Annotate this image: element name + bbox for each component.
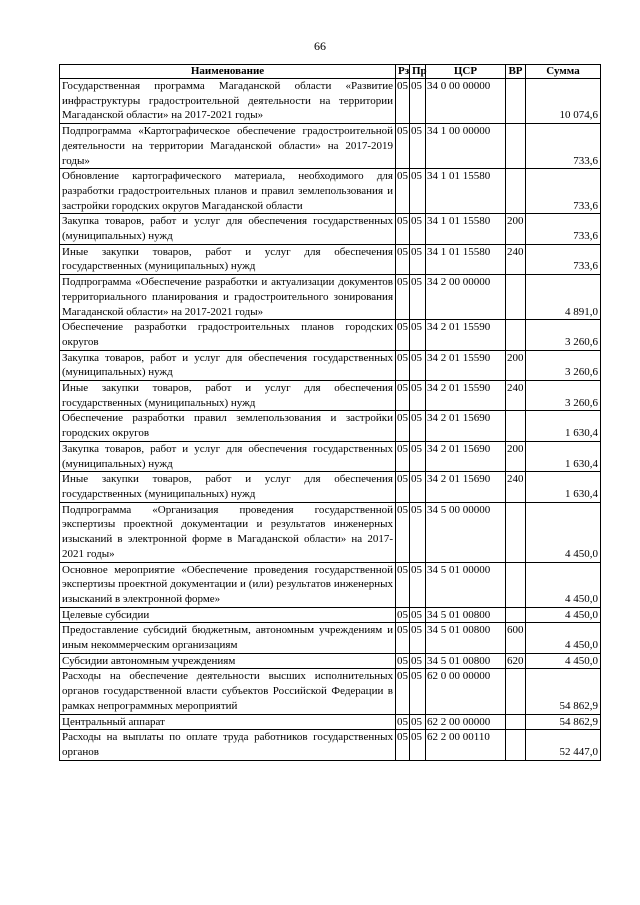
- cell-vr: 240: [506, 381, 526, 411]
- cell-name: Подпрограмма «Обеспечение разработки и актуализации документов территориального планирования и градостроительного зонирования Магаданской области» на 2017-2021 годы»: [60, 275, 396, 320]
- table-row: [60, 214, 601, 244]
- cell-pr: 05: [410, 653, 426, 669]
- cell-pr: 05: [410, 79, 426, 124]
- cell-csr: 34 0 00 00000: [426, 79, 506, 124]
- cell-sum: 1 630,4: [526, 441, 601, 471]
- table-row: [60, 607, 601, 623]
- table-row: [60, 502, 601, 562]
- cell-pr: 05: [410, 669, 426, 714]
- header-name: Наименование: [60, 65, 396, 79]
- table-row: [60, 714, 601, 730]
- cell-pr: 05: [410, 607, 426, 623]
- cell-name: Иные закупки товаров, работ и услуг для обеспечения государственных (муниципальных) нужд: [60, 472, 396, 502]
- cell-rz: 05: [396, 214, 410, 244]
- table-row: [60, 79, 601, 124]
- cell-name: Центральный аппарат: [60, 714, 396, 730]
- cell-csr: 34 2 00 00000: [426, 275, 506, 320]
- cell-sum: 3 260,6: [526, 320, 601, 350]
- cell-csr: 34 5 01 00800: [426, 653, 506, 669]
- cell-vr: 240: [506, 244, 526, 274]
- cell-vr: 240: [506, 472, 526, 502]
- cell-sum: 4 450,0: [526, 562, 601, 607]
- cell-sum: 4 450,0: [526, 502, 601, 562]
- cell-sum: 1 630,4: [526, 472, 601, 502]
- cell-vr: [506, 79, 526, 124]
- cell-rz: 05: [396, 623, 410, 653]
- cell-pr: 05: [410, 214, 426, 244]
- cell-pr: 05: [410, 623, 426, 653]
- cell-name: Подпрограмма «Картографическое обеспечение градостроительной деятельности на территории Магаданской области» на 2017-2019 годы»: [60, 124, 396, 169]
- cell-vr: 200: [506, 350, 526, 380]
- cell-name: Иные закупки товаров, работ и услуг для обеспечения государственных (муниципальных) нужд: [60, 244, 396, 274]
- cell-rz: 05: [396, 607, 410, 623]
- cell-sum: 54 862,9: [526, 669, 601, 714]
- cell-name: Расходы на выплаты по оплате труда работников государственных органов: [60, 730, 396, 760]
- table-row: [60, 653, 601, 669]
- cell-name: Обеспечение разработки градостроительных планов городских округов: [60, 320, 396, 350]
- cell-name: Субсидии автономным учреждениям: [60, 653, 396, 669]
- cell-pr: 05: [410, 169, 426, 214]
- cell-name: Обновление картографического материала, необходимого для разработки градостроительных планов и правил землепользования и застройки городских округов Магаданской области: [60, 169, 396, 214]
- table-row: [60, 244, 601, 274]
- cell-csr: 34 1 01 15580: [426, 214, 506, 244]
- cell-rz: 05: [396, 411, 410, 441]
- cell-rz: 05: [396, 275, 410, 320]
- cell-vr: [506, 320, 526, 350]
- cell-sum: 733,6: [526, 214, 601, 244]
- cell-csr: 34 2 01 15590: [426, 350, 506, 380]
- cell-vr: [506, 124, 526, 169]
- cell-vr: [506, 669, 526, 714]
- cell-rz: 05: [396, 441, 410, 471]
- header-vr: ВР: [506, 65, 526, 79]
- table-row: [60, 169, 601, 214]
- cell-name: Закупка товаров, работ и услуг для обеспечения государственных (муниципальных) нужд: [60, 214, 396, 244]
- cell-pr: 05: [410, 275, 426, 320]
- cell-csr: 34 1 01 15580: [426, 244, 506, 274]
- header-sum: Сумма: [526, 65, 601, 79]
- cell-vr: [506, 411, 526, 441]
- table-row: [60, 472, 601, 502]
- cell-csr: 62 0 00 00000: [426, 669, 506, 714]
- table-row: [60, 411, 601, 441]
- table-row: [60, 730, 601, 760]
- cell-sum: 733,6: [526, 244, 601, 274]
- cell-rz: 05: [396, 669, 410, 714]
- cell-sum: 54 862,9: [526, 714, 601, 730]
- header-pr: Пр: [410, 65, 426, 79]
- cell-name: Основное мероприятие «Обеспечение проведения государственной экспертизы проектной документации и (или) результатов инженерных изысканий в электронной форме»: [60, 562, 396, 607]
- cell-sum: 4 891,0: [526, 275, 601, 320]
- cell-vr: [506, 169, 526, 214]
- cell-rz: 05: [396, 381, 410, 411]
- cell-pr: 05: [410, 730, 426, 760]
- cell-vr: 620: [506, 653, 526, 669]
- table-header-row: [60, 65, 601, 79]
- cell-csr: 62 2 00 00110: [426, 730, 506, 760]
- cell-csr: 34 2 01 15690: [426, 441, 506, 471]
- cell-csr: 34 5 01 00800: [426, 607, 506, 623]
- cell-pr: 05: [410, 502, 426, 562]
- cell-vr: [506, 502, 526, 562]
- cell-pr: 05: [410, 441, 426, 471]
- page-number: 66: [314, 39, 326, 53]
- cell-name: Предоставление субсидий бюджетным, автономным учреждениям и иным некоммерческим организациям: [60, 623, 396, 653]
- cell-pr: 05: [410, 714, 426, 730]
- cell-name: Обеспечение разработки правил землепользования и застройки городских округов: [60, 411, 396, 441]
- cell-pr: 05: [410, 124, 426, 169]
- cell-csr: 34 2 01 15690: [426, 472, 506, 502]
- cell-vr: [506, 607, 526, 623]
- cell-sum: 4 450,0: [526, 653, 601, 669]
- cell-sum: 3 260,6: [526, 381, 601, 411]
- cell-rz: 05: [396, 124, 410, 169]
- cell-vr: [506, 730, 526, 760]
- cell-csr: 34 5 01 00800: [426, 623, 506, 653]
- cell-vr: [506, 714, 526, 730]
- cell-pr: 05: [410, 472, 426, 502]
- cell-name: Государственная программа Магаданской области «Развитие инфраструктуры градостроительной деятельности на территории Магаданской области» на 2017-2021 годы»: [60, 79, 396, 124]
- cell-vr: 200: [506, 214, 526, 244]
- cell-vr: [506, 275, 526, 320]
- cell-rz: 05: [396, 502, 410, 562]
- cell-sum: 10 074,6: [526, 79, 601, 124]
- cell-pr: 05: [410, 562, 426, 607]
- cell-name: Закупка товаров, работ и услуг для обеспечения государственных (муниципальных) нужд: [60, 441, 396, 471]
- cell-csr: 34 5 01 00000: [426, 562, 506, 607]
- cell-csr: 34 2 01 15590: [426, 320, 506, 350]
- table-row: [60, 124, 601, 169]
- header-csr: ЦСР: [426, 65, 506, 79]
- cell-sum: 4 450,0: [526, 623, 601, 653]
- cell-pr: 05: [410, 411, 426, 441]
- cell-csr: 34 1 01 15580: [426, 169, 506, 214]
- cell-csr: 34 2 01 15590: [426, 381, 506, 411]
- header-rz: Рз: [396, 65, 410, 79]
- cell-pr: 05: [410, 320, 426, 350]
- cell-rz: 05: [396, 320, 410, 350]
- cell-pr: 05: [410, 350, 426, 380]
- cell-vr: 200: [506, 441, 526, 471]
- cell-csr: 34 5 00 00000: [426, 502, 506, 562]
- cell-rz: 05: [396, 562, 410, 607]
- cell-csr: 34 2 01 15690: [426, 411, 506, 441]
- cell-sum: 52 447,0: [526, 730, 601, 760]
- table-row: [60, 623, 601, 653]
- cell-rz: 05: [396, 730, 410, 760]
- cell-pr: 05: [410, 381, 426, 411]
- cell-rz: 05: [396, 653, 410, 669]
- table-row: [60, 350, 601, 380]
- cell-pr: 05: [410, 244, 426, 274]
- cell-csr: 62 2 00 00000: [426, 714, 506, 730]
- cell-vr: 600: [506, 623, 526, 653]
- cell-sum: 733,6: [526, 169, 601, 214]
- cell-name: Расходы на обеспечение деятельности высших исполнительных органов государственной власти субъектов Российской Федерации в рамках непрограммных мероприятий: [60, 669, 396, 714]
- cell-name: Закупка товаров, работ и услуг для обеспечения государственных (муниципальных) нужд: [60, 350, 396, 380]
- cell-rz: 05: [396, 169, 410, 214]
- table-row: [60, 562, 601, 607]
- cell-rz: 05: [396, 714, 410, 730]
- table-row: [60, 275, 601, 320]
- cell-rz: 05: [396, 244, 410, 274]
- cell-name: Иные закупки товаров, работ и услуг для обеспечения государственных (муниципальных) нужд: [60, 381, 396, 411]
- cell-name: Целевые субсидии: [60, 607, 396, 623]
- cell-sum: 4 450,0: [526, 607, 601, 623]
- cell-rz: 05: [396, 350, 410, 380]
- cell-rz: 05: [396, 472, 410, 502]
- table-row: [60, 441, 601, 471]
- table-row: [60, 669, 601, 714]
- table-row: [60, 320, 601, 350]
- cell-name: Подпрограмма «Организация проведения государственной экспертизы проектной документации и результатов инженерных изысканий в электронной форме в Магаданской области» на 2017-2021 годы»: [60, 502, 396, 562]
- cell-csr: 34 1 00 00000: [426, 124, 506, 169]
- cell-vr: [506, 562, 526, 607]
- cell-sum: 3 260,6: [526, 350, 601, 380]
- cell-rz: 05: [396, 79, 410, 124]
- budget-table: [59, 64, 601, 761]
- cell-sum: 1 630,4: [526, 411, 601, 441]
- table-row: [60, 381, 601, 411]
- cell-sum: 733,6: [526, 124, 601, 169]
